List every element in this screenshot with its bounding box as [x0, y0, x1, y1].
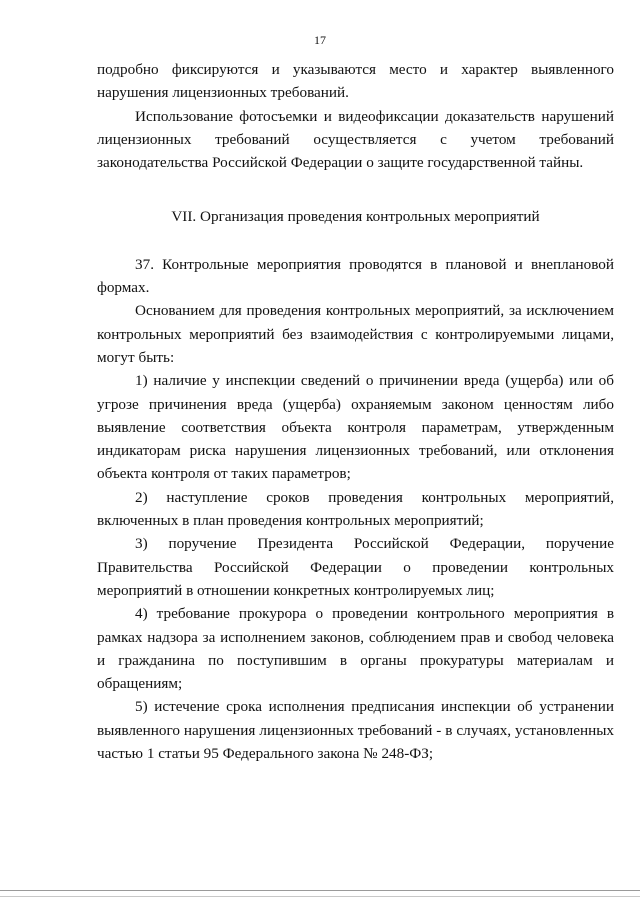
paragraph-photo-video: Использование фотосъемки и видеофиксации доказательств нарушений лицензионных требований осуществляется с учетом требований законодательства Российской Федерации о защите государственной тайны. [97, 107, 614, 172]
document-body [97, 58, 614, 765]
paragraph-37: 37. Контрольные мероприятия проводятся в плановой и внеплановой формах. [97, 255, 614, 297]
list-item-5: 5) истечение срока исполнения предписания инспекции об устранении выявленного нарушения лицензионных требований - в случаях, установленных частью 1 статьи 95 Федерального закона № 248-ФЗ; [97, 698, 614, 763]
page-number: 17 [314, 33, 326, 47]
list-item-4: 4) требование прокурора о проведении контрольного мероприятия в рамках надзора за исполнением законов, соблюдением прав и свобод человека и гражданина по поступившим в органы прокуратуры материалам и обращениям; [97, 605, 614, 693]
list-item-2: 2) наступление сроков проведения контрольных мероприятий, включенных в план проведения контрольных мероприятий; [97, 488, 614, 530]
list-item-3: 3) поручение Президента Российской Федерации, поручение Правительства Российской Федерации о проведении контрольных мероприятий в отношении конкретных контролируемых лиц; [97, 535, 614, 599]
paragraph-grounds: Основанием для проведения контрольных мероприятий, за исключением контрольных мероприятий без взаимодействия с контролируемыми лицами, могут быть: [97, 302, 614, 366]
paragraph-continuation: подробно фиксируются и указываются место и характер выявленного нарушения лицензионных требований. [97, 61, 614, 102]
scan-edge-line-secondary [0, 896, 640, 897]
scan-edge-line [0, 890, 640, 891]
list-item-1: 1) наличие у инспекции сведений о причинении вреда (ущерба) или об угрозе причинения вреда (ущерба) охраняемым законом ценностям либо выявление соответствия объекта контроля параметрам, утвержденным индикаторам риска нарушения лицензионных требований, или отклонения объекта контроля от таких параметров; [97, 372, 614, 483]
section-heading: VII. Организация проведения контрольных мероприятий [171, 208, 540, 226]
